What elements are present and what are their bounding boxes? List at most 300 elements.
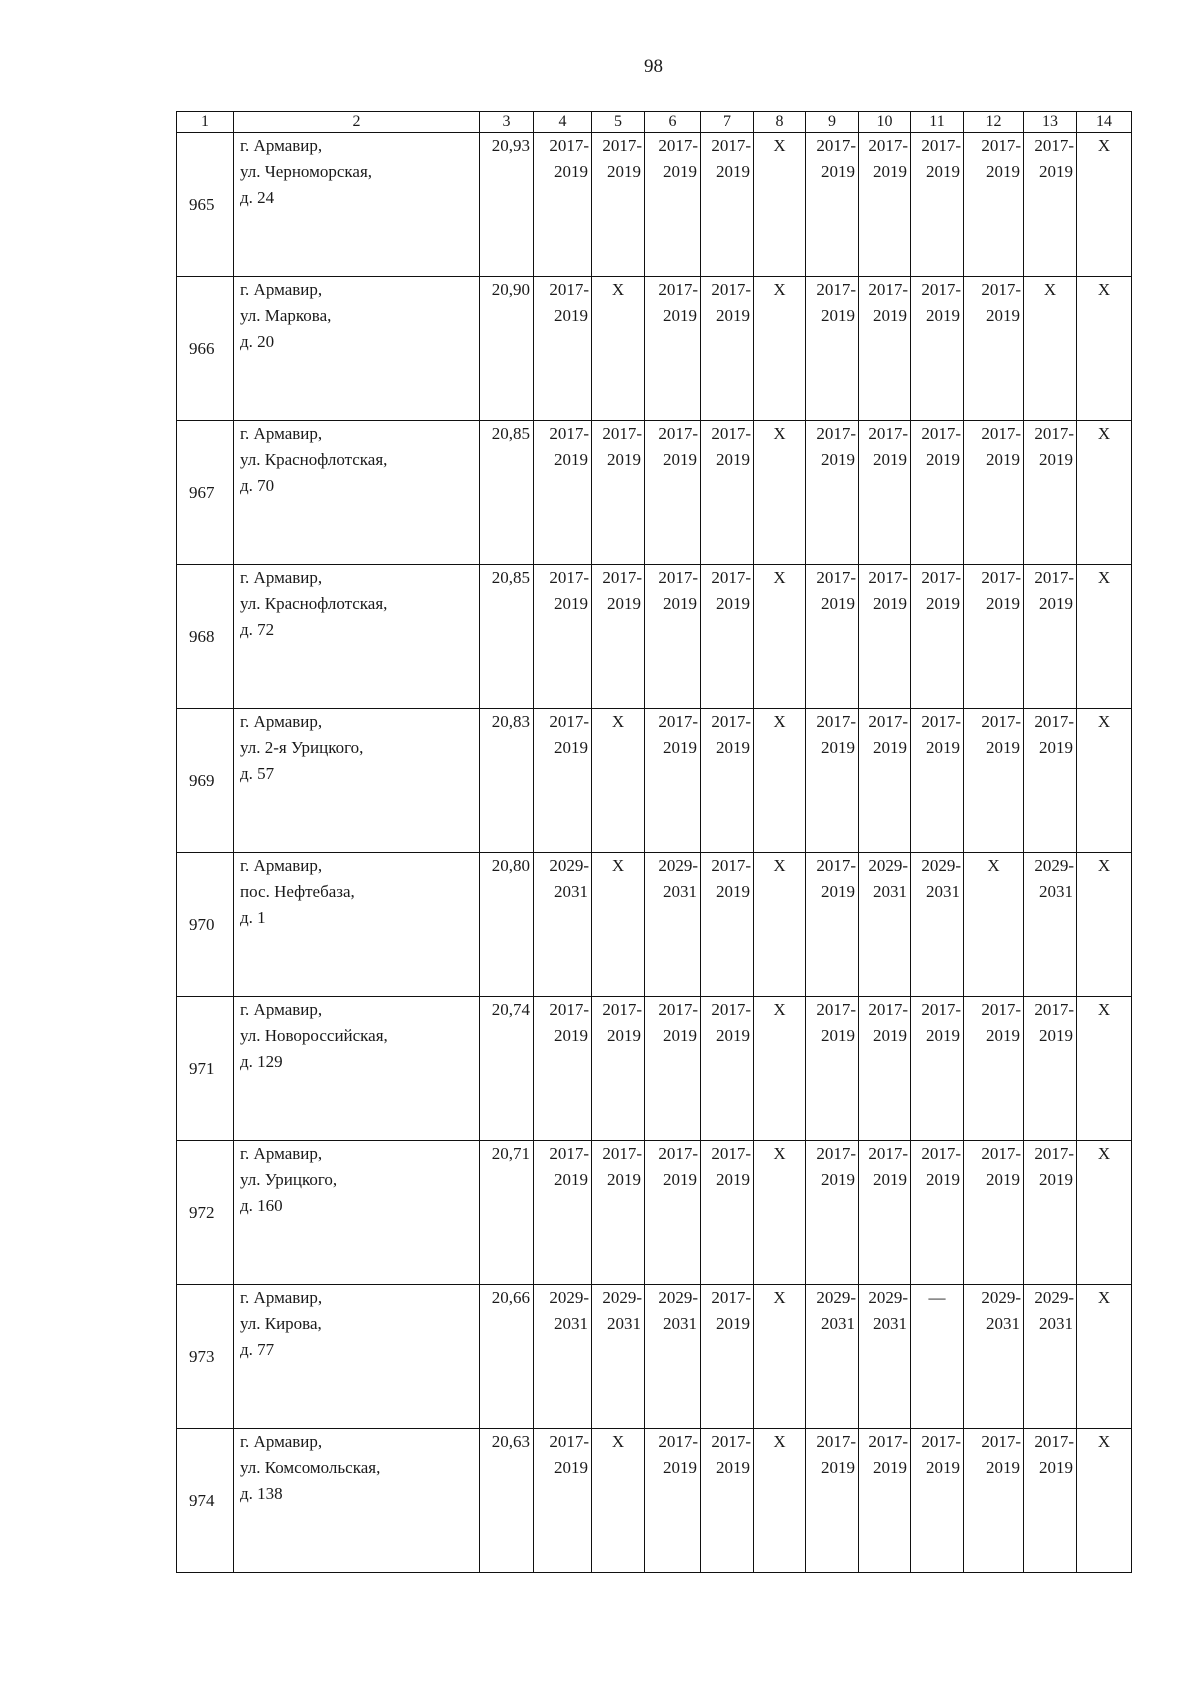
period-start: 2017- [816, 424, 856, 443]
cell-mark: X [773, 568, 786, 587]
period-cell [701, 709, 754, 853]
cell-mark: X [773, 136, 786, 155]
period-cell [1077, 1285, 1132, 1429]
period-end: 2019 [607, 1026, 641, 1045]
period-end: 2019 [1039, 1170, 1073, 1189]
period-end: 2019 [986, 306, 1020, 325]
period-end: 2019 [926, 162, 960, 181]
period-cell [859, 565, 911, 709]
period-end: 2019 [926, 1026, 960, 1045]
period-cell [534, 565, 592, 709]
period-start: 2017- [868, 712, 908, 731]
period-cell [911, 421, 964, 565]
value-cell: 20,85 [480, 565, 534, 709]
period-cell [1024, 853, 1077, 997]
address-line: г. Армавир, [240, 424, 323, 443]
period-start: 2017- [981, 1000, 1021, 1019]
period-start: 2017- [1034, 1432, 1074, 1451]
period-end: 2019 [554, 162, 588, 181]
cell-mark: X [1097, 568, 1111, 587]
value-cell: 20,71 [480, 1141, 534, 1285]
table-row [177, 1429, 1132, 1573]
period-start: 2017- [868, 1000, 908, 1019]
period-start: 2017- [816, 1000, 856, 1019]
period-cell [1077, 565, 1132, 709]
period-start: 2017- [1034, 424, 1074, 443]
period-end: 2031 [663, 882, 697, 901]
period-cell [911, 1285, 964, 1429]
period-start: 2017- [981, 1432, 1021, 1451]
table-row [177, 1285, 1132, 1429]
period-end: 2019 [716, 162, 750, 181]
period-end: 2019 [716, 450, 750, 469]
cell-mark: X [1097, 856, 1111, 875]
period-start: 2017- [549, 1432, 589, 1451]
period-cell [806, 1429, 859, 1573]
address-cell [234, 1429, 480, 1573]
period-end: 2019 [1039, 1026, 1073, 1045]
period-cell [806, 1285, 859, 1429]
period-start: 2029- [921, 856, 961, 875]
row-number: 965 [177, 133, 234, 277]
period-cell [592, 709, 645, 853]
period-end: 2019 [986, 1170, 1020, 1189]
period-start: 2017- [921, 280, 961, 299]
period-cell [754, 421, 806, 565]
cell-mark: X [773, 1288, 786, 1307]
period-end: 2019 [926, 738, 960, 757]
period-cell [645, 709, 701, 853]
period-cell [592, 1141, 645, 1285]
address-line: ул. Краснофлотская, [240, 450, 388, 469]
period-cell [1024, 421, 1077, 565]
period-cell [964, 421, 1024, 565]
period-cell [964, 997, 1024, 1141]
period-end: 2019 [821, 1458, 855, 1477]
period-end: 2019 [554, 1458, 588, 1477]
period-cell [701, 565, 754, 709]
address-line: ул. Урицкого, [240, 1170, 338, 1189]
value-cell: 20,66 [480, 1285, 534, 1429]
period-start: 2017- [602, 1144, 642, 1163]
period-start: 2017- [711, 424, 751, 443]
period-cell [645, 997, 701, 1141]
period-cell [534, 133, 592, 277]
period-start: 2017- [602, 568, 642, 587]
period-cell [592, 277, 645, 421]
column-header: 5 [592, 112, 645, 133]
address-line: ул. Кирова, [240, 1314, 322, 1333]
period-start: 2017- [711, 280, 751, 299]
period-end: 2019 [663, 594, 697, 613]
period-end: 2019 [663, 738, 697, 757]
period-end: 2031 [1039, 882, 1073, 901]
period-cell [754, 997, 806, 1141]
period-start: 2017- [981, 712, 1021, 731]
period-start: 2017- [921, 712, 961, 731]
period-start: 2017- [921, 424, 961, 443]
period-cell [859, 277, 911, 421]
period-cell [754, 1285, 806, 1429]
table-row [177, 853, 1132, 997]
period-start: 2017- [816, 1144, 856, 1163]
period-end: 2019 [554, 1170, 588, 1189]
period-end: 2019 [821, 1026, 855, 1045]
column-header: 8 [754, 112, 806, 133]
period-end: 2019 [821, 450, 855, 469]
period-end: 2019 [716, 306, 750, 325]
period-cell [701, 277, 754, 421]
period-start: 2017- [602, 136, 642, 155]
period-cell [859, 853, 911, 997]
period-end: 2031 [1039, 1314, 1073, 1333]
table-row [177, 421, 1132, 565]
period-end: 2019 [926, 306, 960, 325]
period-end: 2019 [607, 450, 641, 469]
period-end: 2019 [716, 1026, 750, 1045]
address-cell [234, 1141, 480, 1285]
row-number: 967 [177, 421, 234, 565]
period-cell [911, 133, 964, 277]
period-end: 2019 [986, 594, 1020, 613]
period-cell [645, 277, 701, 421]
column-header: 2 [234, 112, 480, 133]
address-cell [234, 853, 480, 997]
period-cell [806, 1141, 859, 1285]
period-start: 2017- [711, 1000, 751, 1019]
period-cell [806, 421, 859, 565]
period-end: 2019 [663, 162, 697, 181]
period-cell [806, 133, 859, 277]
column-header: 14 [1077, 112, 1132, 133]
period-start: 2017- [1034, 1144, 1074, 1163]
period-cell [534, 277, 592, 421]
row-number: 972 [177, 1141, 234, 1285]
column-header: 11 [911, 112, 964, 133]
table-row [177, 709, 1132, 853]
period-cell [859, 1285, 911, 1429]
row-number: 969 [177, 709, 234, 853]
cell-mark: X [773, 856, 786, 875]
period-cell [806, 709, 859, 853]
table-row [177, 565, 1132, 709]
period-cell [1077, 277, 1132, 421]
period-cell [592, 997, 645, 1141]
cell-mark: X [1097, 280, 1111, 299]
period-cell [964, 1141, 1024, 1285]
column-header: 7 [701, 112, 754, 133]
period-end: 2019 [554, 306, 588, 325]
period-start: 2029- [549, 856, 589, 875]
period-end: 2019 [1039, 738, 1073, 757]
value-cell: 20,74 [480, 997, 534, 1141]
housing-registry-table [176, 111, 1132, 1573]
period-cell [645, 1429, 701, 1573]
cell-mark: X [773, 712, 786, 731]
period-cell [911, 1141, 964, 1285]
period-cell [645, 1285, 701, 1429]
cell-mark: X [611, 1432, 625, 1451]
row-number: 968 [177, 565, 234, 709]
period-cell [701, 1285, 754, 1429]
period-start: 2017- [816, 712, 856, 731]
address-line: г. Армавир, [240, 856, 323, 875]
address-line: д. 77 [240, 1340, 275, 1359]
period-end: 2019 [716, 1170, 750, 1189]
table-row [177, 1141, 1132, 1285]
cell-mark: X [1097, 1144, 1111, 1163]
period-end: 2019 [986, 738, 1020, 757]
period-cell [1077, 997, 1132, 1141]
page-number: 98 [644, 56, 663, 77]
period-end: 2019 [986, 450, 1020, 469]
period-start: 2017- [868, 1144, 908, 1163]
address-line: ул. Комсомольская, [240, 1458, 381, 1477]
period-start: 2017- [711, 1288, 751, 1307]
period-cell [1024, 277, 1077, 421]
period-cell [1077, 133, 1132, 277]
period-cell [701, 1141, 754, 1285]
period-cell [806, 565, 859, 709]
period-cell [754, 1141, 806, 1285]
period-cell [964, 709, 1024, 853]
period-end: 2031 [663, 1314, 697, 1333]
cell-mark: X [773, 1432, 786, 1451]
row-number: 971 [177, 997, 234, 1141]
period-cell [859, 421, 911, 565]
address-cell [234, 1285, 480, 1429]
cell-mark: X [773, 1144, 786, 1163]
period-cell [534, 1141, 592, 1285]
period-start: 2017- [921, 568, 961, 587]
period-cell [645, 565, 701, 709]
period-end: 2019 [1039, 450, 1073, 469]
period-start: 2029- [1034, 1288, 1074, 1307]
period-end: 2019 [716, 882, 750, 901]
period-start: 2017- [602, 1000, 642, 1019]
period-end: 2019 [554, 1026, 588, 1045]
period-end: 2019 [873, 1026, 907, 1045]
period-start: 2029- [549, 1288, 589, 1307]
cell-mark: X [1097, 712, 1111, 731]
period-start: 2017- [868, 136, 908, 155]
period-start: 2017- [658, 136, 698, 155]
period-cell [534, 709, 592, 853]
period-end: 2019 [926, 1170, 960, 1189]
period-start: 2029- [1034, 856, 1074, 875]
address-line: г. Армавир, [240, 1432, 323, 1451]
period-end: 2031 [821, 1314, 855, 1333]
row-number: 973 [177, 1285, 234, 1429]
period-start: 2017- [981, 424, 1021, 443]
cell-mark: X [1097, 136, 1111, 155]
period-cell [645, 1141, 701, 1285]
period-start: 2017- [602, 424, 642, 443]
period-cell [911, 709, 964, 853]
period-cell [592, 421, 645, 565]
period-start: 2017- [868, 568, 908, 587]
period-end: 2031 [926, 882, 960, 901]
address-line: г. Армавир, [240, 568, 323, 587]
period-end: 2019 [554, 594, 588, 613]
period-end: 2019 [663, 1170, 697, 1189]
period-start: 2017- [816, 856, 856, 875]
period-end: 2019 [873, 594, 907, 613]
address-line: г. Армавир, [240, 1144, 323, 1163]
period-end: 2031 [554, 882, 588, 901]
period-start: 2017- [921, 1432, 961, 1451]
address-cell [234, 277, 480, 421]
period-end: 2019 [663, 306, 697, 325]
row-number: 974 [177, 1429, 234, 1573]
period-cell [859, 997, 911, 1141]
period-end: 2019 [663, 1026, 697, 1045]
period-cell [1024, 997, 1077, 1141]
period-start: 2029- [868, 1288, 908, 1307]
column-header: 6 [645, 112, 701, 133]
period-start: 2017- [981, 568, 1021, 587]
period-cell [534, 853, 592, 997]
period-cell [1024, 133, 1077, 277]
period-cell [964, 853, 1024, 997]
period-end: 2019 [716, 1458, 750, 1477]
address-line: д. 24 [240, 188, 275, 207]
period-end: 2031 [986, 1314, 1020, 1333]
period-end: 2019 [986, 1026, 1020, 1045]
period-end: 2019 [663, 450, 697, 469]
period-cell [1077, 1141, 1132, 1285]
period-cell [964, 133, 1024, 277]
cell-mark: — [928, 1288, 946, 1307]
period-cell [806, 277, 859, 421]
period-cell [701, 997, 754, 1141]
cell-mark: X [1097, 424, 1111, 443]
period-cell [911, 565, 964, 709]
period-cell [701, 853, 754, 997]
period-cell [911, 1429, 964, 1573]
period-cell [592, 565, 645, 709]
cell-mark: X [1097, 1000, 1111, 1019]
period-start: 2017- [868, 1432, 908, 1451]
period-start: 2017- [549, 1144, 589, 1163]
address-line: д. 138 [240, 1484, 283, 1503]
period-cell [701, 421, 754, 565]
period-start: 2017- [981, 136, 1021, 155]
period-cell [964, 1429, 1024, 1573]
cell-mark: X [773, 280, 786, 299]
address-line: г. Армавир, [240, 136, 323, 155]
period-start: 2017- [549, 1000, 589, 1019]
period-start: 2017- [549, 568, 589, 587]
period-start: 2017- [711, 856, 751, 875]
value-cell: 20,85 [480, 421, 534, 565]
period-start: 2017- [1034, 1000, 1074, 1019]
table-row [177, 997, 1132, 1141]
period-cell [754, 565, 806, 709]
cell-mark: X [773, 1000, 786, 1019]
table-row [177, 133, 1132, 277]
period-start: 2017- [658, 1432, 698, 1451]
period-end: 2019 [1039, 594, 1073, 613]
period-start: 2017- [921, 1144, 961, 1163]
period-start: 2029- [602, 1288, 642, 1307]
period-cell [592, 853, 645, 997]
column-header: 10 [859, 112, 911, 133]
period-cell [806, 997, 859, 1141]
address-cell [234, 133, 480, 277]
period-cell [1024, 709, 1077, 853]
address-line: д. 20 [240, 332, 275, 351]
cell-mark: X [1097, 1432, 1111, 1451]
value-cell: 20,83 [480, 709, 534, 853]
column-header: 13 [1024, 112, 1077, 133]
period-start: 2017- [658, 1144, 698, 1163]
period-cell [859, 133, 911, 277]
period-start: 2017- [868, 280, 908, 299]
period-end: 2019 [716, 738, 750, 757]
address-line: д. 129 [240, 1052, 283, 1071]
period-end: 2019 [873, 306, 907, 325]
period-start: 2017- [981, 1144, 1021, 1163]
period-start: 2017- [658, 424, 698, 443]
address-cell [234, 565, 480, 709]
period-cell [592, 1429, 645, 1573]
period-start: 2017- [1034, 136, 1074, 155]
period-end: 2019 [821, 162, 855, 181]
period-cell [859, 1141, 911, 1285]
address-line: г. Армавир, [240, 280, 323, 299]
period-cell [645, 133, 701, 277]
period-end: 2019 [607, 594, 641, 613]
period-end: 2019 [821, 306, 855, 325]
period-end: 2019 [873, 1458, 907, 1477]
period-cell [754, 277, 806, 421]
cell-mark: X [773, 424, 786, 443]
address-line: пос. Нефтебаза, [240, 882, 355, 901]
address-line: г. Армавир, [240, 1288, 323, 1307]
period-cell [911, 997, 964, 1141]
period-cell [1024, 565, 1077, 709]
column-header: 9 [806, 112, 859, 133]
period-end: 2031 [554, 1314, 588, 1333]
address-line: ул. Черноморская, [240, 162, 373, 181]
period-start: 2017- [658, 1000, 698, 1019]
period-cell [754, 1429, 806, 1573]
period-cell [859, 709, 911, 853]
period-cell [592, 1285, 645, 1429]
column-number-row [177, 112, 1132, 133]
address-line: д. 1 [240, 908, 266, 927]
period-end: 2019 [1039, 1458, 1073, 1477]
period-start: 2017- [711, 568, 751, 587]
value-cell: 20,63 [480, 1429, 534, 1573]
period-cell [911, 853, 964, 997]
period-start: 2017- [658, 712, 698, 731]
address-line: ул. Краснофлотская, [240, 594, 388, 613]
period-cell [1024, 1429, 1077, 1573]
period-start: 2017- [549, 136, 589, 155]
period-cell [911, 277, 964, 421]
address-line: ул. Маркова, [240, 306, 332, 325]
column-header: 4 [534, 112, 592, 133]
period-cell [806, 853, 859, 997]
address-line: ул. Новороссийская, [240, 1026, 388, 1045]
period-cell [701, 133, 754, 277]
address-line: г. Армавир, [240, 712, 323, 731]
period-cell [964, 277, 1024, 421]
cell-mark: X [611, 856, 625, 875]
period-start: 2017- [921, 136, 961, 155]
